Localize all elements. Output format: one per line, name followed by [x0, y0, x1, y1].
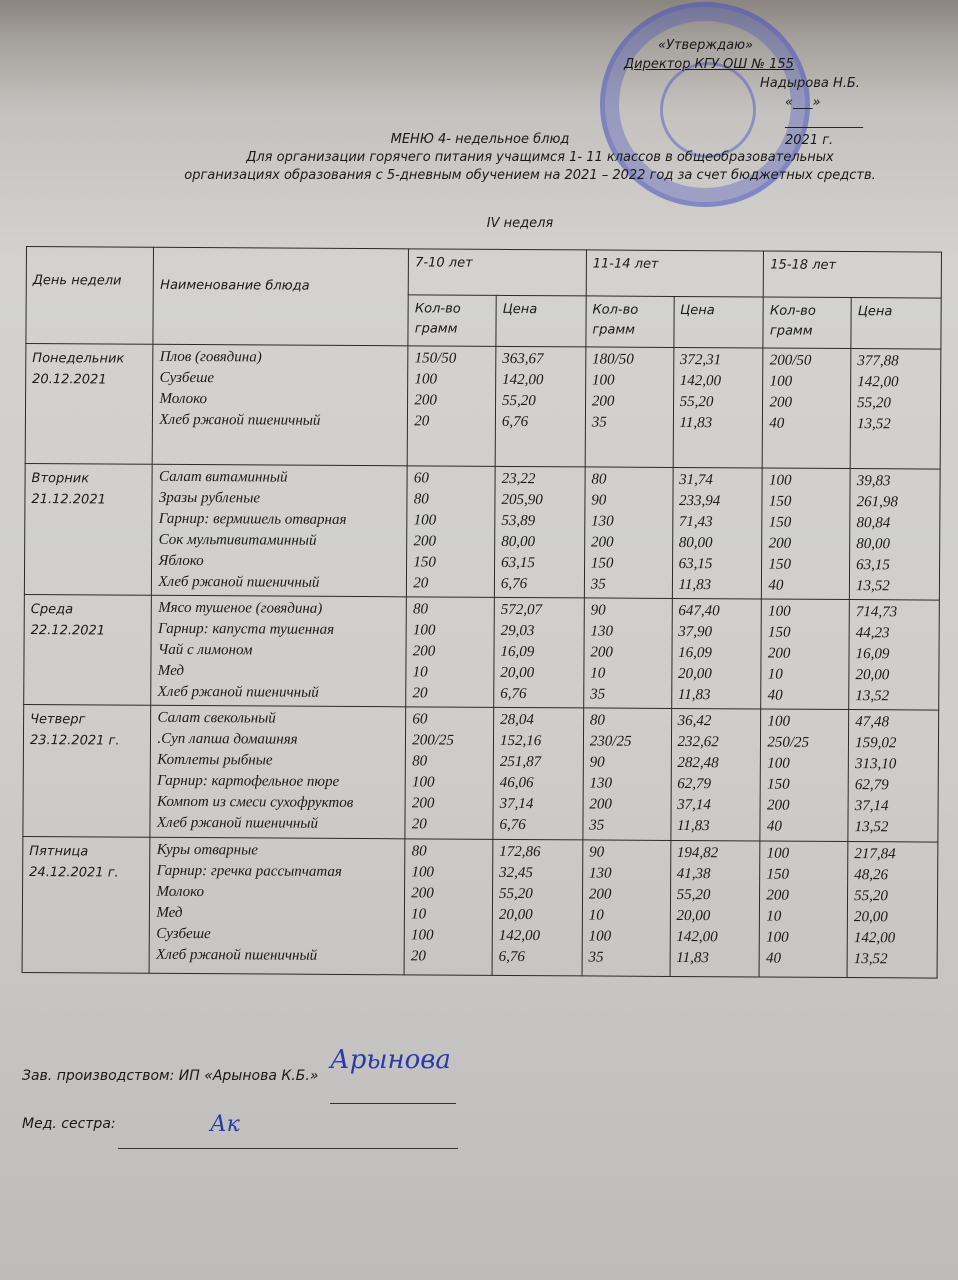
menu-subtitle-2: организациях образования с 5-дневным обучением на 2021 – 2022 год за счет бюджетных средств. — [184, 168, 876, 183]
signature-nurse: Ак — [210, 1112, 240, 1137]
col-header-age-11-14: 11-14 лет — [586, 250, 764, 297]
production-head-label: Зав. производством: ИП «Арынова К.Б.» — [22, 1068, 319, 1084]
nurse-label: Мед. сестра: — [22, 1116, 116, 1132]
price-7-10: 172,86 32,45 55,20 20,00 142,00 6,76 — [492, 839, 583, 976]
price-15-18: 47,48 159,02 313,10 62,79 37,14 13,52 — [848, 710, 939, 843]
day-cell: Среда 22.12.2021 — [24, 594, 152, 705]
table-row — [25, 344, 941, 470]
dish-list: Салат витаминный Зразы рубленые Гарнир: вермишель отварная Сок мультивитаминный Яблоко Хлеб ржаной пшеничный — [152, 464, 408, 597]
price-7-10: 28,04 152,16 251,87 46,06 37,14 6,76 — [493, 707, 584, 840]
col-header-day: День недели — [26, 247, 154, 345]
signature-production-head: Арынова — [330, 1045, 451, 1075]
menu-title: МЕНЮ 4- недельное блюд — [390, 132, 570, 147]
qty-11-14: 80 230/25 90 130 200 35 — [583, 708, 672, 841]
price-7-10: 572,07 29,03 16,09 20,00 6,76 — [494, 597, 584, 708]
qty-7-10: 60 200/25 80 100 200 20 — [405, 707, 494, 840]
price-11-14: 194,82 41,38 55,20 20,00 142,00 11,83 — [670, 840, 761, 977]
qty-11-14: 180/50 100 200 35 — [585, 347, 673, 468]
menu-subtitle-1: Для организации горячего питания учащимся 1- 11 классов в общеобразовательных — [246, 150, 834, 165]
col-header-age-7-10: 7-10 лет — [408, 249, 586, 296]
signature-line — [118, 1148, 458, 1149]
col-header-qty: Кол-во грамм — [763, 297, 851, 349]
qty-15-18: 100 150 200 10 100 40 — [759, 841, 848, 978]
price-7-10: 363,67 142,00 55,20 6,76 — [495, 346, 586, 467]
dish-list: Плов (говядина) Сузбеше Молоко Хлеб ржаной пшеничный — [153, 344, 409, 466]
table-row — [24, 594, 940, 710]
signature-line — [330, 1103, 456, 1104]
price-15-18: 39,83 261,98 80,84 80,00 63,15 13,52 — [849, 469, 940, 601]
table-row — [22, 836, 938, 978]
price-15-18: 377,88 142,00 55,20 13,52 — [850, 349, 941, 470]
qty-15-18: 100 150 150 200 150 40 — [762, 468, 851, 600]
director-name: Надырова Н.Б. — [760, 76, 860, 91]
price-15-18: 714,73 44,23 16,09 20,00 13,52 — [849, 600, 940, 711]
table-row — [23, 704, 939, 842]
price-11-14: 372,31 142,00 55,20 11,83 — [673, 347, 764, 468]
col-header-price: Цена — [496, 295, 586, 347]
col-header-dish: Наименование блюда — [153, 247, 408, 346]
qty-15-18: 200/50 100 200 40 — [763, 348, 851, 469]
approval-date: «___» ____________ 2021 г. — [785, 95, 863, 148]
price-11-14: 31,74 233,94 71,43 80,00 63,15 11,83 — [672, 467, 763, 599]
table-row — [24, 463, 940, 600]
qty-7-10: 80 100 200 10 100 20 — [404, 839, 493, 976]
qty-7-10: 80 100 200 10 20 — [406, 597, 494, 708]
qty-11-14: 90 130 200 10 35 — [584, 598, 672, 709]
menu-table — [22, 246, 942, 979]
dish-list: Салат свекольный .Суп лапша домашняя Котлеты рыбные Гарнир: картофельное пюре Компот из смеси сухофруктов Хлеб ржаной пшеничный — [150, 705, 406, 839]
qty-7-10: 60 80 100 200 150 20 — [407, 466, 496, 598]
qty-15-18: 100 150 200 10 40 — [761, 599, 849, 710]
qty-11-14: 90 130 200 10 100 35 — [582, 840, 671, 977]
day-cell: Понедельник 20.12.2021 — [25, 344, 153, 465]
qty-15-18: 100 250/25 100 150 200 40 — [760, 709, 849, 842]
director-line: Директор КГУ ОШ № 155 — [624, 57, 794, 72]
col-header-qty: Кол-во грамм — [586, 296, 674, 348]
col-header-age-15-18: 15-18 лет — [764, 251, 942, 298]
dish-list: Мясо тушеное (говядина) Гарнир: капуста тушенная Чай с лимоном Мед Хлеб ржаной пшеничный — [151, 595, 407, 707]
dish-list: Куры отварные Гарнир: гречка рассыпчатая Молоко Мед Сузбеше Хлеб ржаной пшеничный — [149, 837, 405, 975]
price-15-18: 217,84 48,26 55,20 20,00 142,00 13,52 — [847, 842, 938, 979]
day-cell: Четверг 23.12.2021 г. — [23, 704, 151, 837]
price-11-14: 36,42 232,62 282,48 62,79 37,14 11,83 — [670, 708, 761, 841]
qty-11-14: 80 90 130 200 150 35 — [584, 467, 673, 599]
week-label: IV неделя — [486, 216, 554, 231]
approve-label: «Утверждаю» — [658, 38, 754, 53]
day-cell: Пятница 24.12.2021 г. — [22, 836, 150, 973]
col-header-price: Цена — [673, 296, 763, 348]
qty-7-10: 150/50 100 200 20 — [407, 346, 495, 467]
price-11-14: 647,40 37,90 16,09 20,00 11,83 — [671, 598, 761, 709]
day-cell: Вторник 21.12.2021 — [24, 463, 152, 595]
price-7-10: 23,22 205,90 53,89 80,00 63,15 6,76 — [494, 466, 585, 598]
col-header-qty: Кол-во грамм — [408, 295, 496, 347]
col-header-price: Цена — [851, 298, 941, 350]
